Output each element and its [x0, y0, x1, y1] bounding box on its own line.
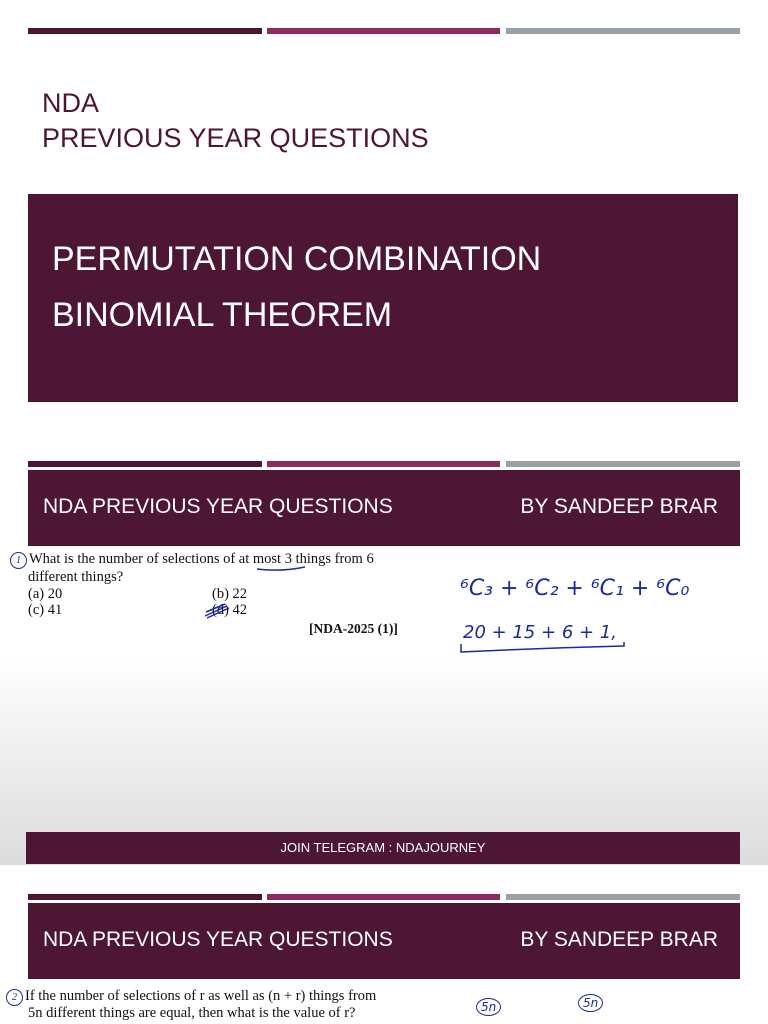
accent-bar-gray — [506, 28, 740, 34]
header-title: NDA PREVIOUS YEAR QUESTIONS — [43, 495, 393, 518]
question-line-2: 5n different things are equal, then what is the value of r? — [28, 1005, 356, 1021]
accent-bar-dark — [28, 461, 262, 467]
option-b: (b) 22 — [212, 586, 248, 602]
handwritten-work-1: ⁶C₃ + ⁶C₂ + ⁶C₁ + ⁶C₀ — [460, 576, 690, 601]
topic-line-2: BINOMIAL THEOREM — [52, 296, 393, 334]
header-author: BY SANDEEP BRAR — [520, 928, 718, 951]
handwritten-work-a: 5n — [476, 998, 501, 1016]
header-title: NDA PREVIOUS YEAR QUESTIONS — [43, 928, 393, 951]
header-author: BY SANDEEP BRAR — [520, 495, 718, 518]
topic-box — [28, 194, 738, 402]
accent-bar-dark — [28, 28, 262, 34]
question-line-1: If the number of selections of r as well as (n + r) things from — [25, 988, 377, 1004]
accent-bar-mid — [267, 461, 500, 467]
slide-header — [28, 470, 740, 546]
accent-bar-mid — [267, 894, 500, 900]
accent-bar-gray — [506, 461, 740, 467]
underline-mark-icon — [255, 564, 307, 572]
accent-bar-mid — [267, 28, 500, 34]
question-text — [10, 551, 374, 569]
option-d: (d) 42 — [212, 602, 248, 618]
question-number: 2 — [6, 989, 23, 1006]
answer-mark-icon — [203, 602, 231, 620]
accent-bar-dark — [28, 894, 262, 900]
footer-banner: JOIN TELEGRAM : NDAJOURNEY — [26, 832, 740, 864]
slide-heading — [42, 86, 429, 156]
question-number: 1 — [10, 552, 27, 569]
handwritten-work-b: 5n — [578, 994, 603, 1012]
source-tag: [NDA-2025 (1)] — [309, 621, 398, 636]
handwritten-work-2: 20 + 15 + 6 + 1, — [463, 622, 618, 643]
heading-line-1: NDA — [42, 88, 100, 118]
question-text — [6, 988, 376, 1006]
option-a: (a) 20 — [28, 586, 63, 602]
slide-header — [28, 903, 740, 979]
question-line-1: What is the number of selections of at most 3 things from 6 — [29, 551, 374, 567]
accent-bar-gray — [506, 894, 740, 900]
brace-mark-icon — [458, 642, 628, 656]
heading-line-2: PREVIOUS YEAR QUESTIONS — [42, 123, 429, 153]
option-c: (c) 41 — [28, 602, 63, 618]
topic-line-1: PERMUTATION COMBINATION — [52, 240, 542, 278]
question-line-2: different things? — [28, 569, 124, 585]
